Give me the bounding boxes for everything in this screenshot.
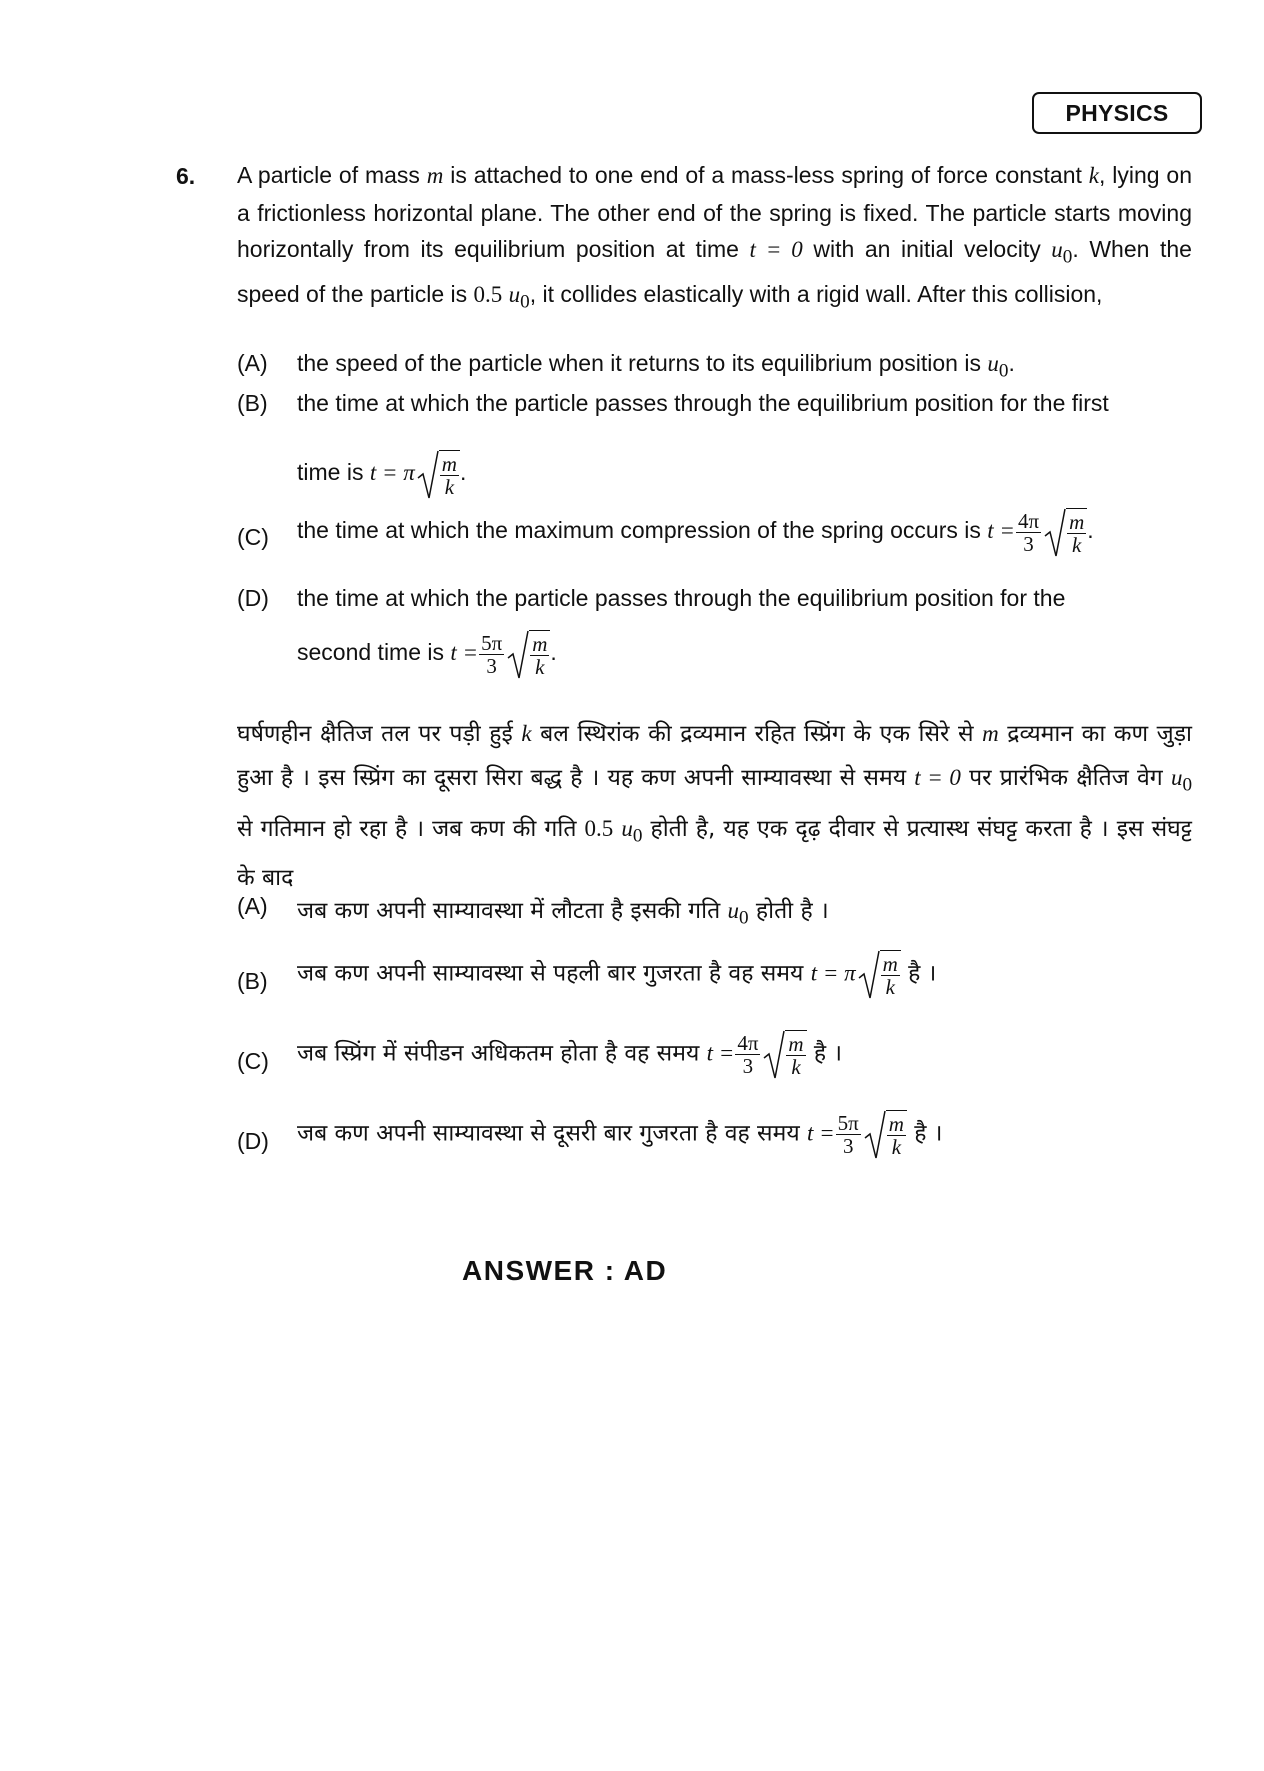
stem-text: , it collides elastically with a rigid wall. After this collision, xyxy=(529,281,1103,308)
hindi-text: पर प्रारंभिक क्षैतिज वेग xyxy=(960,765,1171,791)
option-text xyxy=(297,950,1192,998)
hindi-sub-0: 0 xyxy=(632,825,643,847)
option-text xyxy=(297,508,1192,556)
option-text xyxy=(297,350,1192,383)
coef-numerator: 4π xyxy=(1017,508,1040,533)
frac-denominator: k xyxy=(1071,533,1082,557)
hindi-text: होती है, यह एक दृढ़ दीवार से प्रत्यास्थ संघट्ट करता है । इस संघट्ट के बाद xyxy=(237,815,1192,892)
option-label: (D) xyxy=(237,585,269,611)
option-label: (D) xyxy=(237,1128,269,1154)
stem-sub-0: 0 xyxy=(520,291,530,313)
option-a-text: the speed of the particle when it returns to its equilibrium position is xyxy=(297,350,988,376)
coef-numerator: 4π xyxy=(737,1030,759,1055)
coef-denominator: 3 xyxy=(1023,531,1034,556)
hindi-option-d-text: जब कण अपनी साम्यावस्था से दूसरी बार गुजरता है वह समय xyxy=(297,1120,807,1147)
stem-var-k: k xyxy=(1088,163,1099,188)
punct: . xyxy=(1008,350,1015,376)
stem-eq-t0: t = 0 xyxy=(749,237,803,262)
option-text xyxy=(297,1110,1192,1158)
option-b-line2: time is xyxy=(297,459,370,486)
equation-lhs: t = xyxy=(807,1120,835,1146)
punct: . xyxy=(1087,517,1094,544)
equation-lhs: t = xyxy=(450,640,479,666)
option-label: (B) xyxy=(237,390,268,416)
hindi-text: बल स्थिरांक की द्रव्यमान रहित स्प्रिंग के एक सिरे से xyxy=(531,721,983,747)
frac-numerator: m xyxy=(532,632,548,656)
frac-denominator: k xyxy=(891,1135,902,1159)
question-stem xyxy=(237,157,1192,321)
frac-numerator: m xyxy=(1069,510,1085,534)
answer-key: ANSWER : AD xyxy=(462,1255,668,1286)
frac-numerator: m xyxy=(788,1032,804,1056)
var-u: u xyxy=(987,351,999,376)
option-b-line1: the time at which the particle passes through the equilibrium position for the first xyxy=(297,390,1109,416)
hindi-text: घर्षणहीन क्षैतिज तल पर पड़ी हुई xyxy=(237,721,522,747)
stem-var-u: u xyxy=(1051,237,1063,262)
option-d xyxy=(237,585,1192,695)
coef-numerator: 5π xyxy=(837,1110,859,1135)
option-d-line2: second time is xyxy=(297,639,451,666)
hindi-sub-0: 0 xyxy=(1182,774,1193,796)
sqrt-m-over-k xyxy=(858,950,901,998)
frac-denominator: k xyxy=(885,975,895,999)
stem-text: , lying on a frictionless horizontal plane. The other end of the spring is fixed. The particle starts moving horizontally from its equilibrium position at time xyxy=(237,162,1192,262)
equation-lhs: t = xyxy=(987,518,1015,544)
stem-text: with an initial velocity xyxy=(802,236,1052,262)
option-c xyxy=(237,508,1192,568)
hindi-num-05: 0.5 xyxy=(584,815,614,841)
coef-denominator: 3 xyxy=(742,1053,754,1078)
hindi-var-u: u xyxy=(1170,765,1183,790)
stem-text: A particle of mass xyxy=(237,162,427,188)
hindi-end: है । xyxy=(906,1120,943,1147)
stem-sub-0: 0 xyxy=(1062,246,1073,268)
option-b xyxy=(237,390,1192,500)
coef-denominator: 3 xyxy=(486,653,497,678)
sqrt-m-over-k xyxy=(417,450,460,498)
option-text xyxy=(297,893,1192,930)
option-label: (A) xyxy=(237,893,268,919)
stem-var-m: m xyxy=(426,163,444,188)
hindi-text: द्रव्यमान का कण जुड़ा हुआ है । इस स्प्रिंग का दूसरा सिरा बद्ध है । यह कण अपनी साम्यावस्था से समय xyxy=(237,721,1193,791)
option-d-line1: the time at which the particle passes through the equilibrium position for the xyxy=(297,585,1066,611)
option-text xyxy=(297,390,1192,417)
frac-numerator: m xyxy=(882,952,898,976)
frac-denominator: k xyxy=(791,1055,801,1079)
hindi-option-a-text: जब कण अपनी साम्यावस्था में लौटता है इसकी गति xyxy=(297,898,728,924)
frac-numerator: m xyxy=(441,452,457,476)
coef-numerator: 5π xyxy=(481,630,503,655)
sqrt-m-over-k xyxy=(507,630,550,678)
coef-denominator: 3 xyxy=(842,1133,854,1158)
option-text xyxy=(297,1030,1192,1078)
frac-numerator: m xyxy=(888,1112,904,1136)
stem-num-05: 0.5 xyxy=(473,282,503,308)
subject-label: PHYSICS xyxy=(1065,99,1169,126)
hindi-eq-t0: t = 0 xyxy=(914,765,961,790)
option-text-2 xyxy=(297,450,1192,498)
stem-var-u: u xyxy=(508,282,521,308)
sqrt-m-over-k xyxy=(1044,508,1087,556)
punct: . xyxy=(459,459,467,486)
equation-lhs: t = π xyxy=(810,960,856,986)
hindi-option-b-text: जब कण अपनी साम्यावस्था से पहली बार गुजरता है वह समय xyxy=(297,960,811,987)
sqrt-m-over-k xyxy=(763,1030,806,1078)
punct: . xyxy=(550,639,557,666)
option-text-2 xyxy=(297,630,1192,678)
option-label: (A) xyxy=(237,350,268,376)
stem-text: . When the speed of the particle is xyxy=(237,236,1192,308)
hindi-var-m: m xyxy=(982,721,999,746)
var-u: u xyxy=(727,898,740,923)
hindi-var-u: u xyxy=(621,815,633,841)
subject-badge xyxy=(1032,92,1202,134)
sqrt-m-over-k xyxy=(864,1110,907,1158)
sub-0: 0 xyxy=(998,360,1009,382)
question-number: 6. xyxy=(176,163,196,189)
option-text xyxy=(297,585,1192,612)
option-label: (C) xyxy=(237,1048,269,1074)
hindi-stem xyxy=(237,712,1192,900)
sub-0: 0 xyxy=(739,907,749,929)
frac-denominator: k xyxy=(444,475,455,499)
frac-denominator: k xyxy=(535,655,545,679)
hindi-end: है । xyxy=(806,1040,843,1067)
stem-text: is attached to one end of a mass-less spring of force constant xyxy=(443,162,1089,188)
hindi-end: होती है । xyxy=(748,898,829,924)
option-c-text: the time at which the maximum compression of the spring occurs is xyxy=(297,517,988,544)
hindi-option-c-text: जब स्प्रिंग में संपीडन अधिकतम होता है वह समय xyxy=(297,1040,707,1067)
hindi-end: है । xyxy=(900,960,937,987)
equation-lhs: t = π xyxy=(369,460,415,486)
equation-lhs: t = xyxy=(706,1040,735,1066)
hindi-text: से गतिमान हो रहा है । जब कण की गति xyxy=(237,815,585,842)
hindi-var-k: k xyxy=(521,721,532,746)
option-label: (B) xyxy=(237,968,268,994)
option-label: (C) xyxy=(237,524,269,550)
